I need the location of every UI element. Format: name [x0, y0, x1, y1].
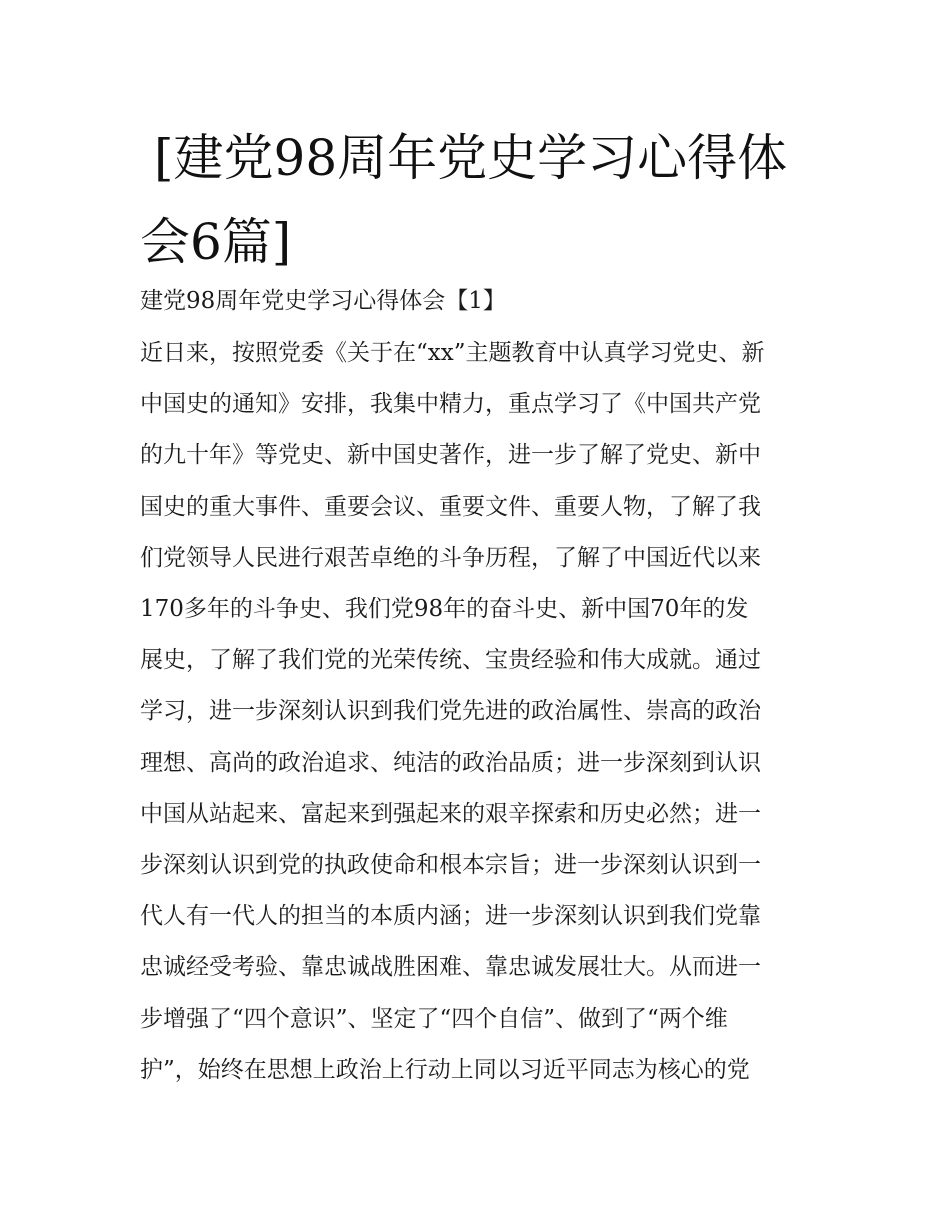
- document-title: [140, 116, 820, 284]
- body-line-2: 中国史的通知》安排，我集中精力，重点学习了《中国共产党: [140, 391, 761, 418]
- body-line-9: 理想、高尚的政治追求、纯洁的政治品质；进一步深刻到认识: [140, 749, 761, 776]
- title-line-2: 会6篇]: [140, 213, 292, 271]
- body-line-13: 忠诚经受考验、靠忠诚战胜困难、靠忠诚发展壮大。从而进一: [140, 954, 761, 981]
- section-heading: 建党98周年党史学习心得体会【1】: [140, 288, 506, 314]
- body-line-12: 代人有一代人的担当的本质内涵；进一步深刻认识到我们党靠: [140, 903, 761, 930]
- body-line-10: 中国从站起来、富起来到强起来的艰辛探索和历史必然；进一: [140, 800, 761, 827]
- body-line-11: 步深刻认识到党的执政使命和根本宗旨；进一步深刻认识到一: [140, 852, 761, 879]
- title-line-1: [建党98周年党史学习心得体: [154, 129, 788, 187]
- body-line-7: 展史，了解了我们党的光荣传统、宝贵经验和伟大成就。通过: [140, 647, 761, 674]
- body-line-5: 们党领导人民进行艰苦卓绝的斗争历程，了解了中国近代以来: [140, 544, 761, 571]
- body-line-14: 步增强了“四个意识”、坚定了“四个自信”、做到了“两个维: [140, 1005, 728, 1032]
- body-line-8: 学习，进一步深刻认识到我们党先进的政治属性、崇高的政治: [140, 698, 761, 725]
- body-line-15: 护”，始终在思想上政治上行动上同以习近平同志为核心的党: [140, 1056, 750, 1083]
- body-line-4: 国史的重大事件、重要会议、重要文件、重要人物，了解了我: [140, 493, 761, 520]
- document-body: [140, 278, 820, 1096]
- body-line-3: 的九十年》等党史、新中国史著作，进一步了解了党史、新中: [140, 442, 761, 469]
- body-line-6: 170多年的斗争史、我们党98年的奋斗史、新中国70年的发: [140, 596, 749, 623]
- body-line-1: 近日来，按照党委《关于在“xx”主题教育中认真学习党史、新: [140, 340, 765, 366]
